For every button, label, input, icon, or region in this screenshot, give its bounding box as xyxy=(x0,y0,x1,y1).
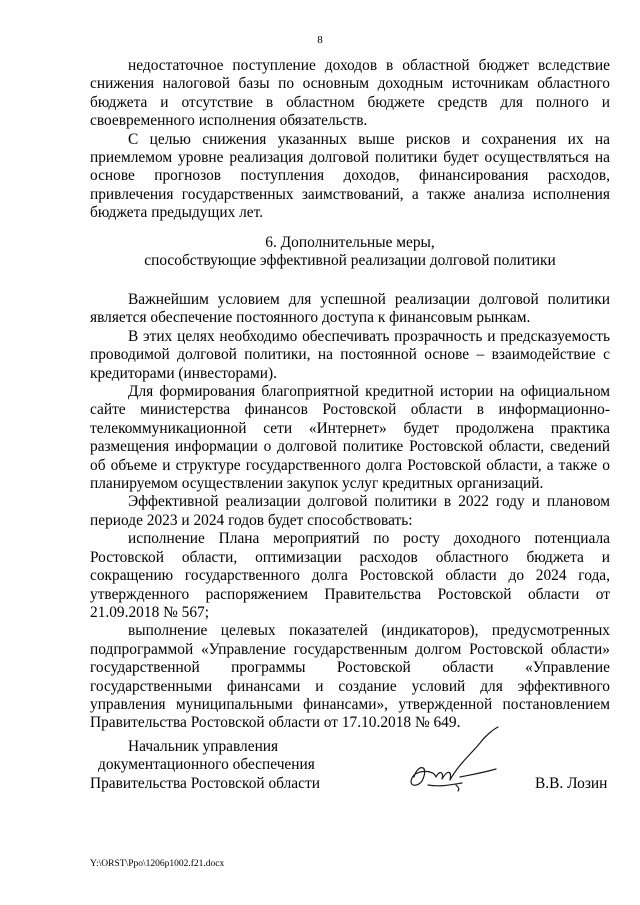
signatory-title-line3: Правительства Ростовской области xyxy=(90,774,320,792)
signatory-title-line1: Начальник управления xyxy=(128,738,279,755)
paragraph-target-indicators: выполнение целевых показателей (индикаторов), предусмотренных подпрограммой «Управление государственным долгом Ростовской области» государственной программы Ростовской области «Управление государственными финансами и создание условий для эффективного управления муниципальными финансами», утвержденной постановлением Правительства Ростовской области от 17.10.2018 № 649. xyxy=(90,622,610,732)
signatory-name: В.В. Лозин xyxy=(535,775,608,792)
section-heading-line1: 6. Дополнительные меры, xyxy=(265,234,435,251)
section-text-block xyxy=(90,291,610,733)
paragraph-action-plan: исполнение Плана мероприятий по росту доходного потенциала Ростовской области, оптимизации расходов областного бюджета и сокращению государственного долга Ростовской области до 2024 года, утвержденного распоряжением Правительства Ростовской области от 21.09.2018 № 567; xyxy=(90,530,610,621)
section-heading xyxy=(90,234,610,271)
page-number: 8 xyxy=(317,34,323,46)
top-text-block xyxy=(90,57,610,223)
signatory-title xyxy=(90,738,320,793)
paragraph-transparency: В этих целях необходимо обеспечивать прозрачность и предсказуемость проводимой долговой политики, на постоянной основе – взаимодействие с кредиторами (инвесторами). xyxy=(90,327,610,382)
section-heading-line2: способствующие эффективной реализации долговой политики xyxy=(144,252,556,270)
handwritten-signature xyxy=(400,725,510,800)
signatory-title-line2: документационного обеспечения xyxy=(98,756,315,774)
paragraph-market-access: Важнейшим условием для успешной реализации долговой политики является обеспечение постоянного доступа к финансовым рынкам. xyxy=(90,291,610,327)
paragraph-risk-mitigation: С целью снижения указанных выше рисков и сохранения их на приемлемом уровне реализация долговой политики будет осуществляться на основе прогнозов поступления доходов, финансирования расходов, привлечения государственных заимствований, а также анализа исполнения бюджета предыдущих лет. xyxy=(90,130,610,222)
file-path-footer: Y:\ORST\Ppo\1206p1002.f21.docx xyxy=(90,859,225,869)
paragraph-credit-history: Для формирования благоприятной кредитной истории на официальном сайте министерства финансов Ростовской области в информационно-телекоммуникационной сети «Интернет» будет продолжена практика размещения информации о долговой политике Ростовской области, сведений об объеме и структуре государственного долга Ростовской области, а также о планируемом осуществлении закупок услуг кредитных организаций. xyxy=(90,383,610,493)
paragraph-effective-implementation: Эффективной реализации долговой политики в 2022 году и плановом периоде 2023 и 2024 годов будет способствовать: xyxy=(90,493,610,529)
paragraph-risk-continuation: недостаточное поступление доходов в областной бюджет вследствие снижения налоговой базы по основным доходным источникам областного бюджета и отсутствие в областном бюджете средств для полного и своевременного исполнения обязательств. xyxy=(90,57,610,130)
